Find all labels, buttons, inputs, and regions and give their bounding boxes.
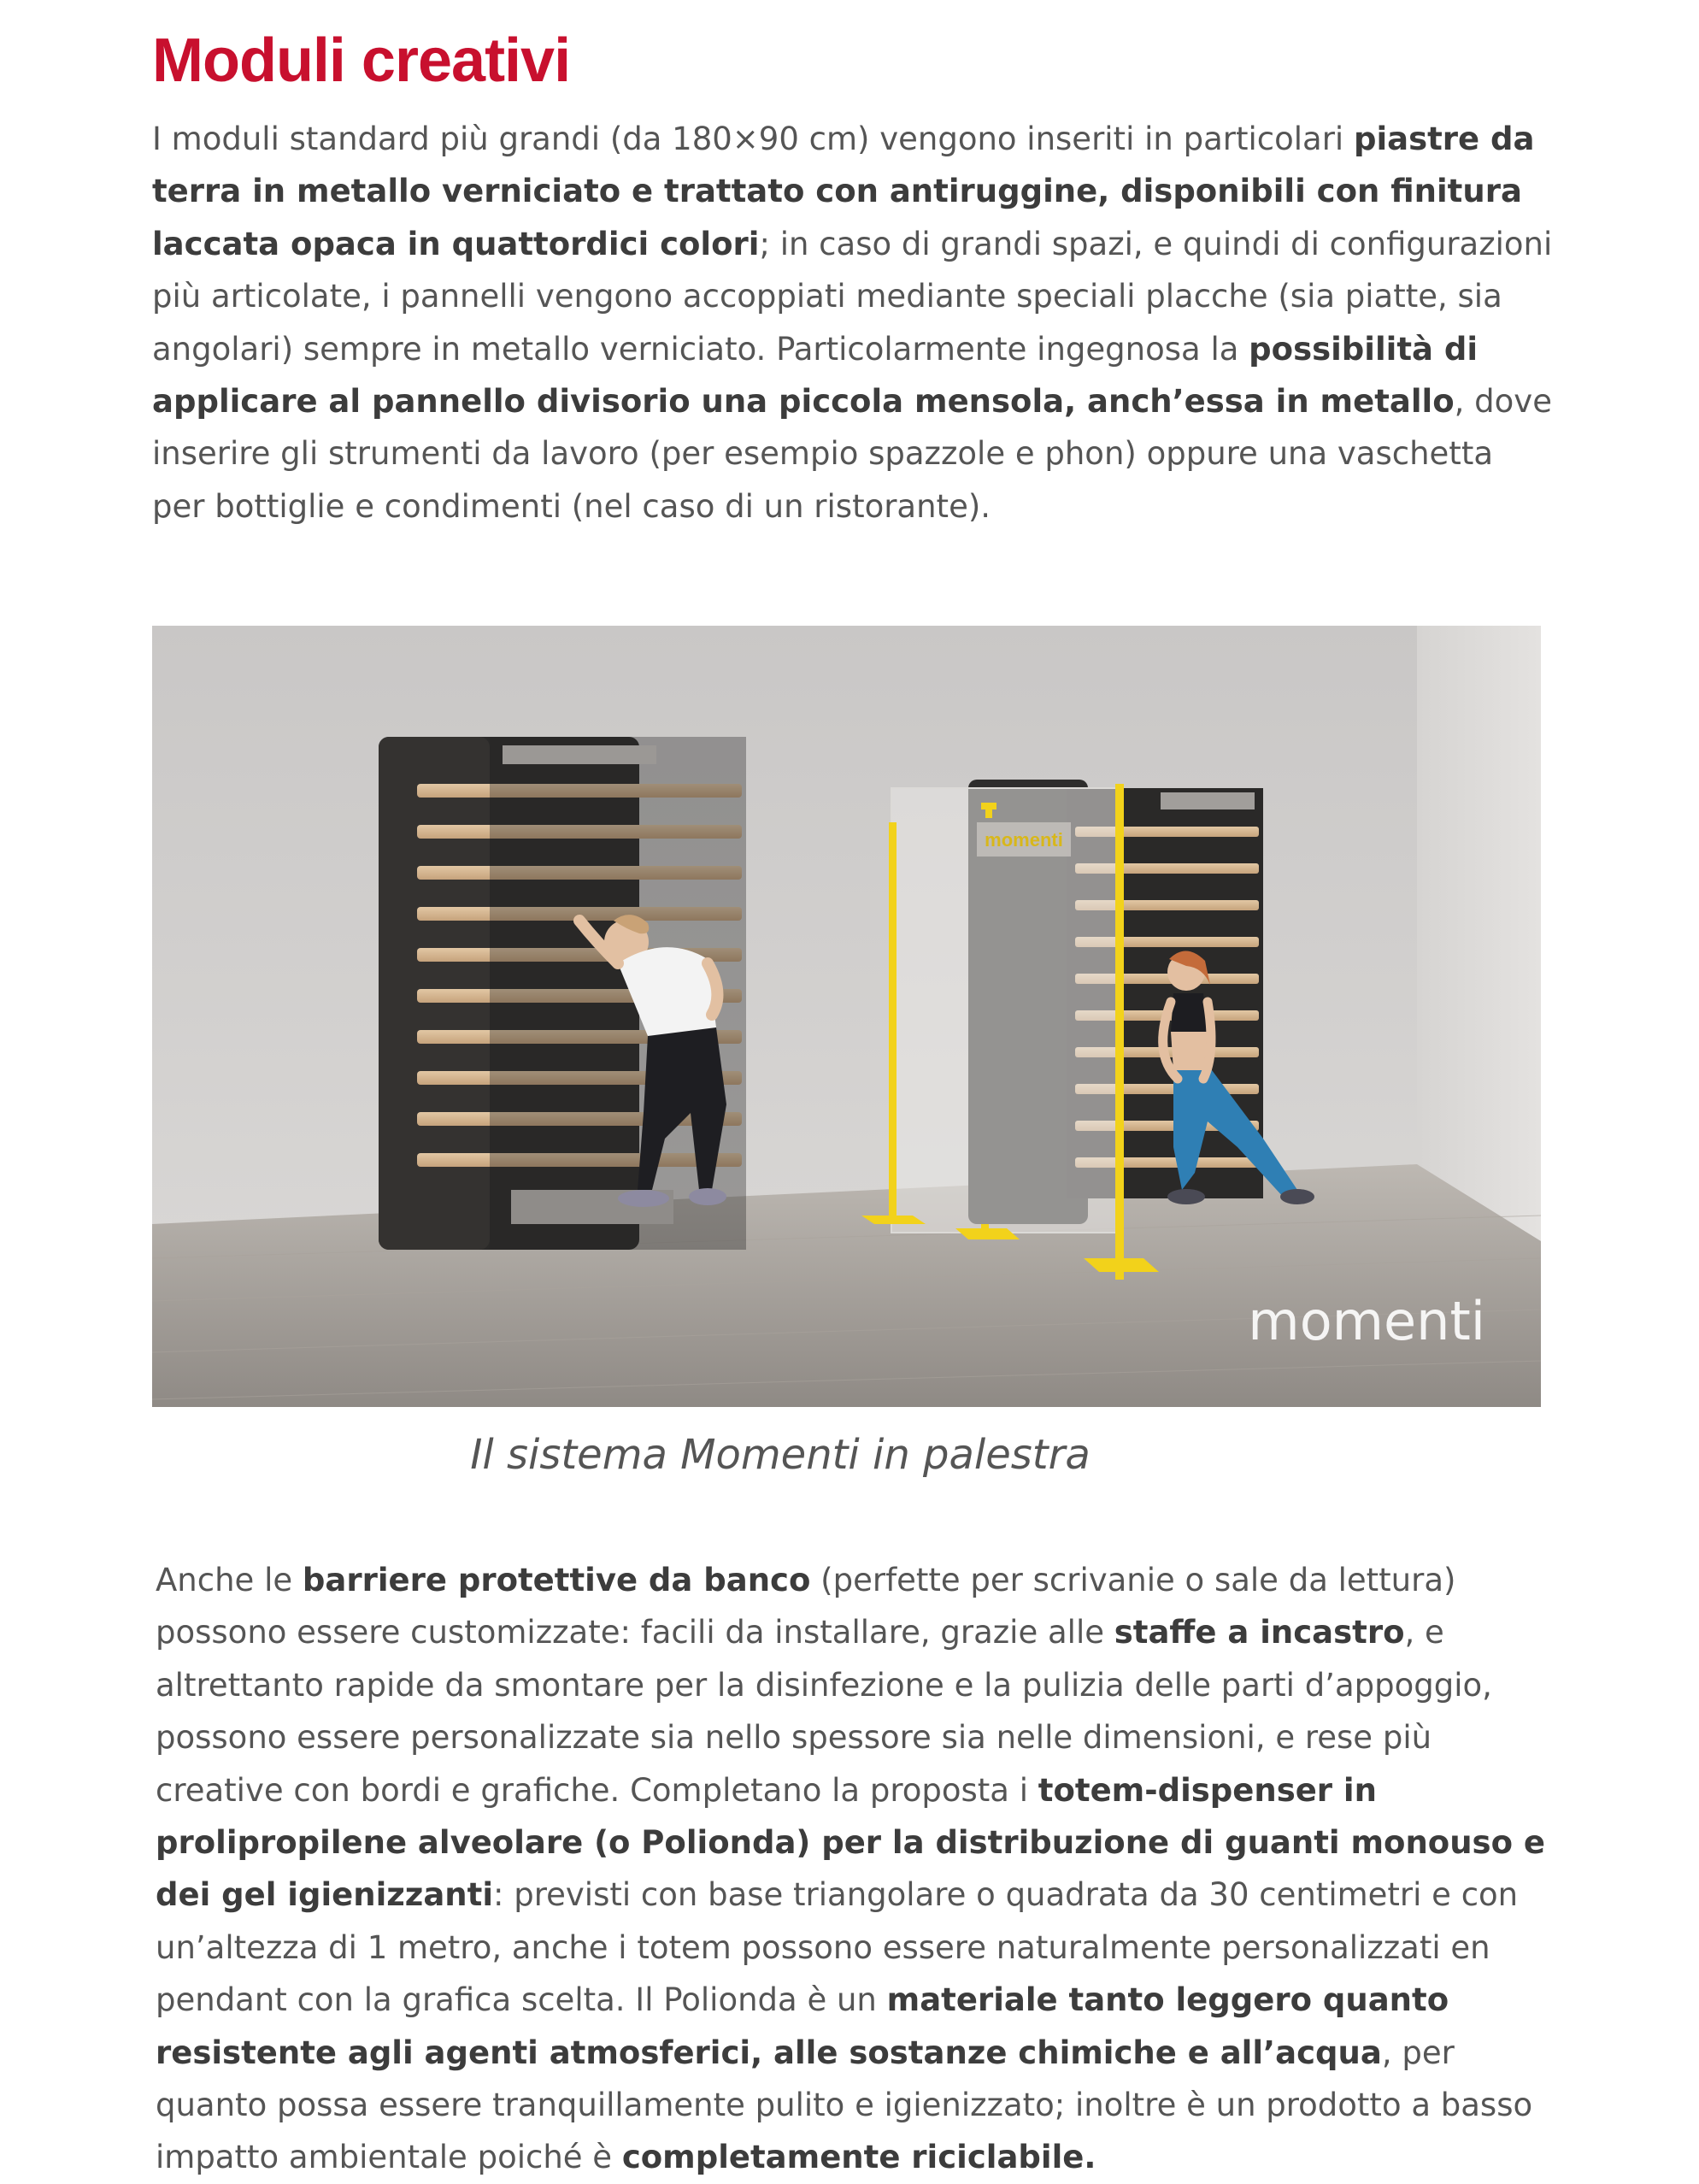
panel-logo: momenti xyxy=(985,829,1063,851)
momenti-watermark: momenti xyxy=(1248,1290,1485,1352)
text-run: , per quanto possa essere tranquillamente pulito e igienizzato; inoltre è un prodotto a basso impatto ambientale poiché è xyxy=(156,2034,1533,2176)
bold-text-run: barriere protettive da banco xyxy=(302,1562,811,1598)
bold-text-run: materiale tanto leggero quanto resistente agli agenti atmosferici, alle sostanze chimiche e all’acqua xyxy=(156,1981,1449,2071)
text-run: : previsti con base triangolare o quadrata da 30 centimetri e con un’altezza di 1 metro, anche i totem possono essere naturalmente personalizzati en pendant con la grafica scelta. Il Polionda è un xyxy=(156,1876,1519,2019)
text-run: , dove inserire gli strumenti da lavoro (per esempio spazzole e phon) oppure una vaschetta per bottiglie e condimenti (nel caso di un ristorante). xyxy=(152,383,1552,525)
side-wall xyxy=(1417,626,1541,1241)
text-run: Anche le xyxy=(156,1562,303,1598)
text-run: ; in caso di grandi spazi, e quindi di configurazioni più articolate, i pannelli vengono accoppiati mediante speciali placche (sia piatte, sia angolari) sempre in metallo verniciato. Particolarmente ingegnosa la xyxy=(152,225,1553,368)
article-heading: Moduli creativi xyxy=(152,26,571,95)
text-run: (perfette per scrivanie o sale da lettura) possono essere customizzate: facili da installare, grazie alle xyxy=(156,1562,1456,1651)
paragraph-2 xyxy=(156,1554,1557,2184)
bold-text-run: possibilità di applicare al pannello divisorio una piccola mensola, anch’essa in metallo xyxy=(152,330,1479,421)
bold-text-run: piastre da terra in metallo verniciato e trattato con antiruggine, disponibili con finitura laccata opaca in quattordici colori xyxy=(152,121,1535,262)
bold-text-run: staffe a incastro xyxy=(1114,1614,1405,1651)
text-run: I moduli standard più grandi (da 180×90 cm) vengono inseriti in particolari xyxy=(152,121,1354,157)
paragraph-1 xyxy=(152,113,1554,533)
article xyxy=(152,0,1554,2176)
bold-text-run: completamente riciclabile. xyxy=(621,2139,1096,2176)
paragraph-2-wrapper xyxy=(156,1554,1557,2184)
bold-text-run: totem-dispenser in prolipropilene alveolare (o Polionda) per la distribuzione di guanti monouso e dei gel igienizzanti xyxy=(156,1771,1545,1914)
article-image xyxy=(152,626,1541,1407)
text-run: , e altrettanto rapide da smontare per la disinfezione e la pulizia delle parti d’appoggio, possono essere personalizzate sia nello spessore sia nelle dimensioni, e rese più creative con bordi e grafiche. Completano la proposta i xyxy=(156,1614,1492,1809)
glass-barrier xyxy=(861,784,1159,1280)
image-caption: Il sistema Momenti in palestra xyxy=(470,1431,1091,1479)
